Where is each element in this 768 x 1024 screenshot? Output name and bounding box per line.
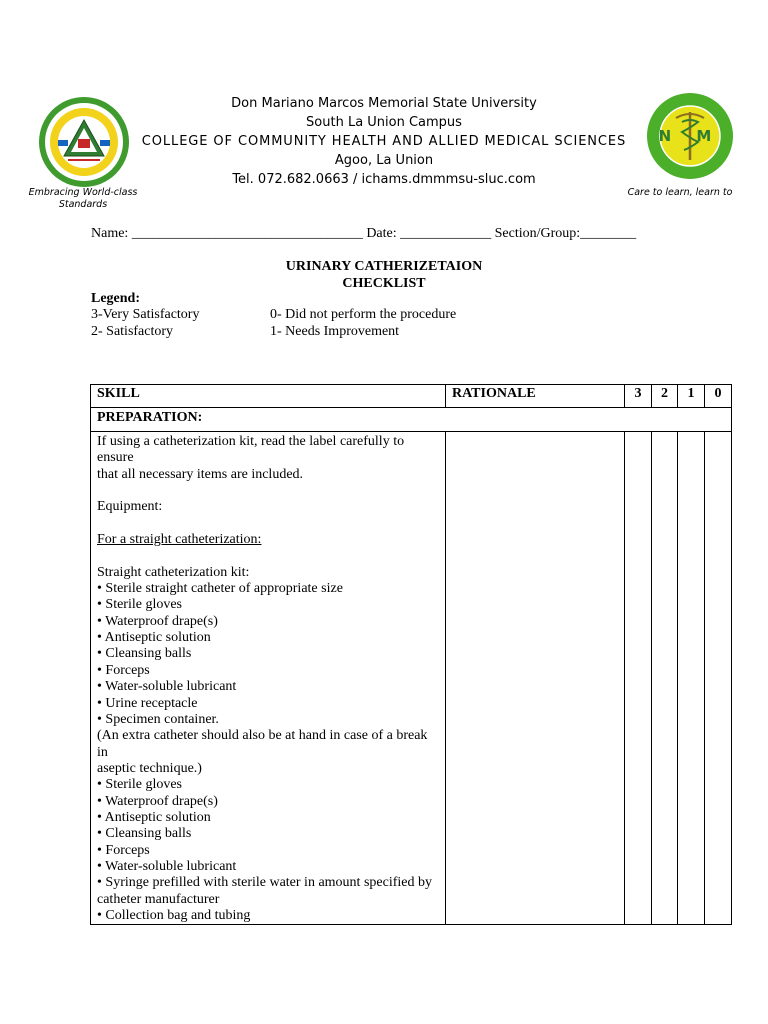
skill-line: For a straight catheterization: [97, 532, 262, 548]
score-2-cell[interactable] [652, 432, 678, 925]
college-seal-logo [646, 92, 734, 180]
legend-needs-improvement: 1- Needs Improvement [270, 324, 400, 339]
left-motto-line2: Standards [58, 199, 108, 210]
skill-line: • Specimen container. [97, 711, 219, 727]
header-skill: SKILL [91, 385, 446, 408]
skill-line: Equipment: [97, 499, 163, 515]
legend-satisfactory: 2- Satisfactory [91, 324, 174, 339]
skill-line: • Sterile gloves [97, 777, 182, 793]
skill-line: • Water-soluble lubricant [97, 679, 237, 695]
skill-line: aseptic technique.) [97, 760, 202, 776]
skill-line: • Antiseptic solution [97, 630, 211, 646]
skill-line: • Water-soluble lubricant [97, 858, 237, 874]
skill-line [97, 483, 439, 499]
title-line2: CHECKLIST [342, 276, 426, 291]
skill-line [97, 516, 439, 532]
header-rationale: RATIONALE [446, 385, 625, 408]
table-row [91, 432, 732, 925]
skill-line: • Sterile straight catheter of appropriate size [97, 581, 343, 597]
skill-line: • Forceps [97, 662, 150, 678]
university-header [130, 94, 638, 189]
university-name: Don Mariano Marcos Memorial State University [231, 96, 537, 111]
skill-line: • Sterile gloves [97, 597, 182, 613]
contact-info: Tel. 072.682.0663 / ichams.dmmmsu-sluc.com [232, 172, 536, 187]
left-motto-line1: Embracing World-class [28, 187, 138, 198]
college-name: COLLEGE OF COMMUNITY HEALTH AND ALLIED MEDICAL SCIENCES [141, 134, 627, 149]
score-3-cell[interactable] [625, 432, 652, 925]
score-0-cell[interactable] [705, 432, 732, 925]
checklist-table [90, 384, 732, 925]
rationale-cell[interactable] [446, 432, 625, 925]
skill-line: (An extra catheter should also be at hand in case of a break in [97, 728, 428, 760]
skill-line: • Urine receptacle [97, 695, 198, 711]
skill-line: • Cleansing balls [97, 646, 192, 662]
skill-line: • Forceps [97, 842, 150, 858]
skill-line: • Waterproof drape(s) [97, 793, 218, 809]
skill-line: that all necessary items are included. [97, 466, 304, 482]
skill-line: Straight catheterization kit: [97, 564, 250, 580]
skill-line [97, 548, 439, 564]
header-score-1: 1 [678, 385, 705, 408]
university-seal-logo [38, 96, 130, 188]
header-score-3: 3 [625, 385, 652, 408]
skill-line: • Antiseptic solution [97, 809, 211, 825]
skill-line: • Cleansing balls [97, 826, 192, 842]
skill-cell [91, 432, 446, 925]
skill-text [97, 432, 439, 924]
legend-label: Legend: [91, 291, 140, 306]
score-1-cell[interactable] [678, 432, 705, 925]
skill-line: If using a catheterization kit, read the label carefully to [97, 434, 405, 449]
title-line1: URINARY CATHERIZETAION [285, 259, 483, 274]
skill-line: • Waterproof drape(s) [97, 613, 218, 629]
legend-did-not-perform: 0- Did not perform the procedure [270, 307, 457, 322]
right-motto: Care to learn, learn to [627, 187, 733, 198]
skill-line: • Collection bag and tubing [97, 907, 251, 923]
section-preparation: PREPARATION: [91, 408, 732, 432]
header-score-0: 0 [705, 385, 732, 408]
checklist-title [0, 258, 768, 292]
college-logo-letters: N M [658, 127, 722, 145]
table-header-row [91, 385, 732, 408]
header-score-2: 2 [652, 385, 678, 408]
name-date-section-line: Name: _________________________________ Date: _____________ Section/Group:________ [91, 226, 637, 241]
campus-name: South La Union Campus [306, 115, 462, 130]
section-row [91, 408, 732, 432]
location: Agoo, La Union [334, 153, 434, 168]
skill-line: • Syringe prefilled with sterile water in amount specified by [97, 875, 432, 891]
skill-line: catheter manufacturer [97, 891, 220, 907]
legend-very-satisfactory: 3-Very Satisfactory [91, 307, 200, 322]
skill-line: ensure [97, 450, 134, 466]
